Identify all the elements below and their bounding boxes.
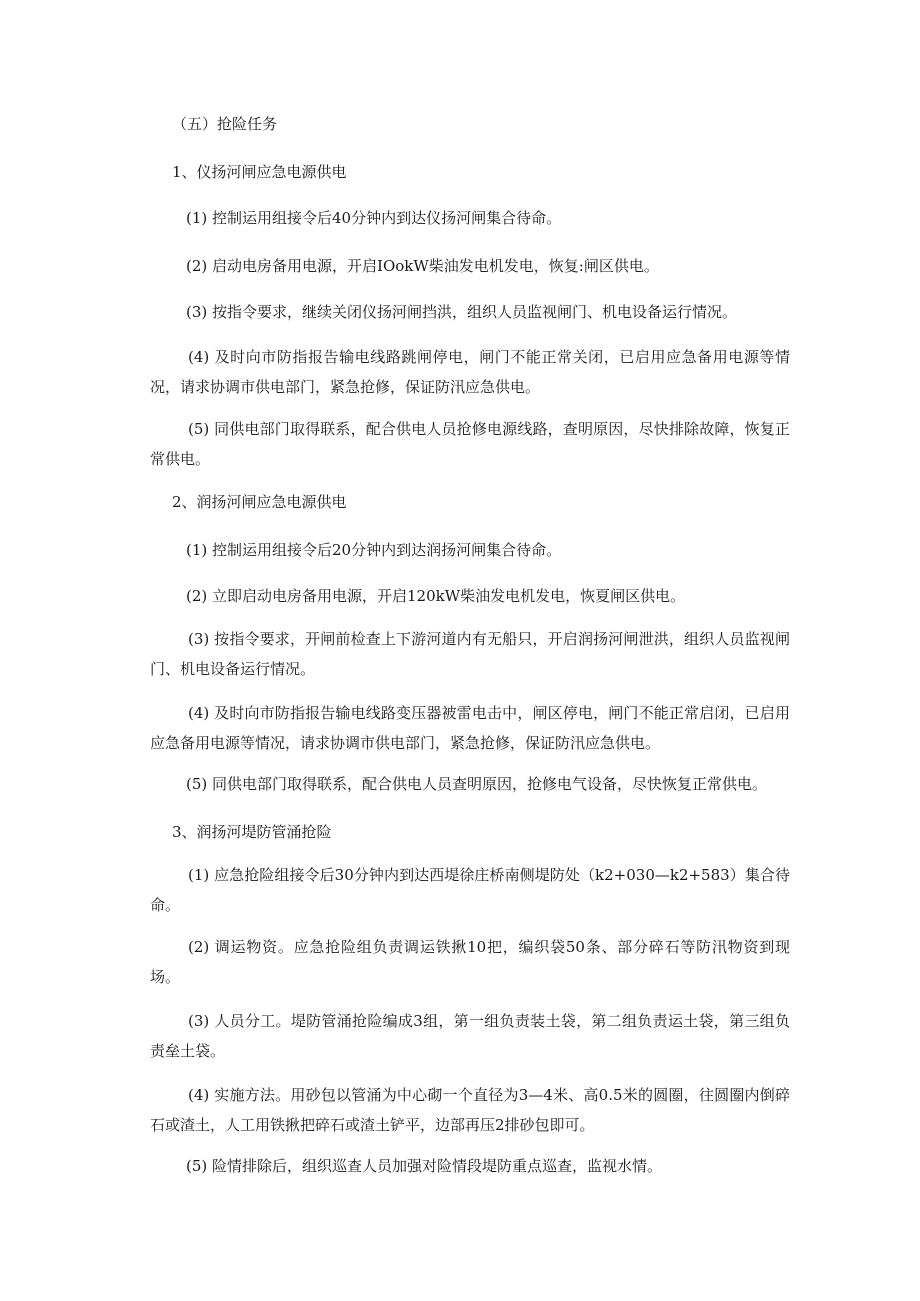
section-3-item-4: (4) 实施方法。用砂包以管涌为中心砌一个直径为3—4米、高0.5米的圆圈，往圆圈内倒碎石或渣土，人工用铁揪把碎石或渣土铲平，边部再压2排砂包即可。 bbox=[150, 1086, 790, 1134]
section-heading-2: 2、润扬河闸应急电源供电 bbox=[172, 493, 347, 511]
section-title: （五）抢险任务 bbox=[172, 115, 278, 133]
section-1-item-1: (1) 控制运用组接令后40分钟内到达仪扬河闸集合待命。 bbox=[186, 209, 562, 227]
section-1-item-2: (2) 启动电房备用电源，开启IOokW柴油发电机发电，恢复:闸区供电。 bbox=[186, 257, 659, 275]
section-3-item-1: (1) 应急抢险组接令后30分钟内到达西堤徐庄桥南侧堤防处（k2+030—k2+583）集合待命。 bbox=[150, 866, 790, 914]
section-2-item-5: (5) 同供电部门取得联系，配合供电人员查明原因，抢修电气设备，尽快恢复正常供电。 bbox=[186, 775, 768, 793]
section-1-item-3: (3) 按指令要求，继续关闭仪扬河闸挡洪，组织人员监视闸门、机电设备运行情况。 bbox=[186, 303, 738, 321]
section-3-item-5: (5) 险情排除后，组织巡查人员加强对险情段堤防重点巡查，监视水情。 bbox=[186, 1157, 663, 1175]
section-2-item-2: (2) 立即启动电房备用电源，开启120kW柴油发电机发电，恢夏闸区供电。 bbox=[186, 587, 686, 605]
section-2-item-4: (4) 及时向市防指报告输电线路变压器被雷电击中，闸区停电，闸门不能正常启闭，已启用应急备用电源等情况，请求协调市供电部门，紧急抢修，保证防汛应急供电。 bbox=[150, 704, 790, 752]
section-3-item-3: (3) 人员分工。堤防管涌抢险编成3组，第一组负责装土袋，第二组负责运土袋，第三组负责垒土袋。 bbox=[150, 1012, 790, 1060]
section-1-item-5: (5) 同供电部门取得联系，配合供电人员抢修电源线路，查明原因，尽快排除故障，恢复正常供电。 bbox=[150, 420, 790, 468]
section-3-item-2: (2) 调运物资。应急抢险组负责调运铁揪10把，编织袋50条、部分碎石等防汛物资到现场。 bbox=[150, 938, 790, 986]
section-2-item-1: (1) 控制运用组接令后20分钟内到达润扬河闸集合待命。 bbox=[186, 541, 562, 559]
section-2-item-3: (3) 按指令要求，开闸前检查上下游河道内有无船只，开启润扬河闸泄洪，组织人员监视闸门、机电设备运行情况。 bbox=[150, 630, 790, 678]
section-heading-3: 3、润扬河堤防管涌抢险 bbox=[172, 823, 332, 841]
section-heading-1: 1、仪扬河闸应急电源供电 bbox=[172, 163, 347, 181]
section-1-item-4: (4) 及时向市防指报告输电线路跳闸停电，闸门不能正常关闭，已启用应急备用电源等情况，请求协调市供电部门，紧急抢修，保证防汛应急供电。 bbox=[150, 348, 790, 396]
